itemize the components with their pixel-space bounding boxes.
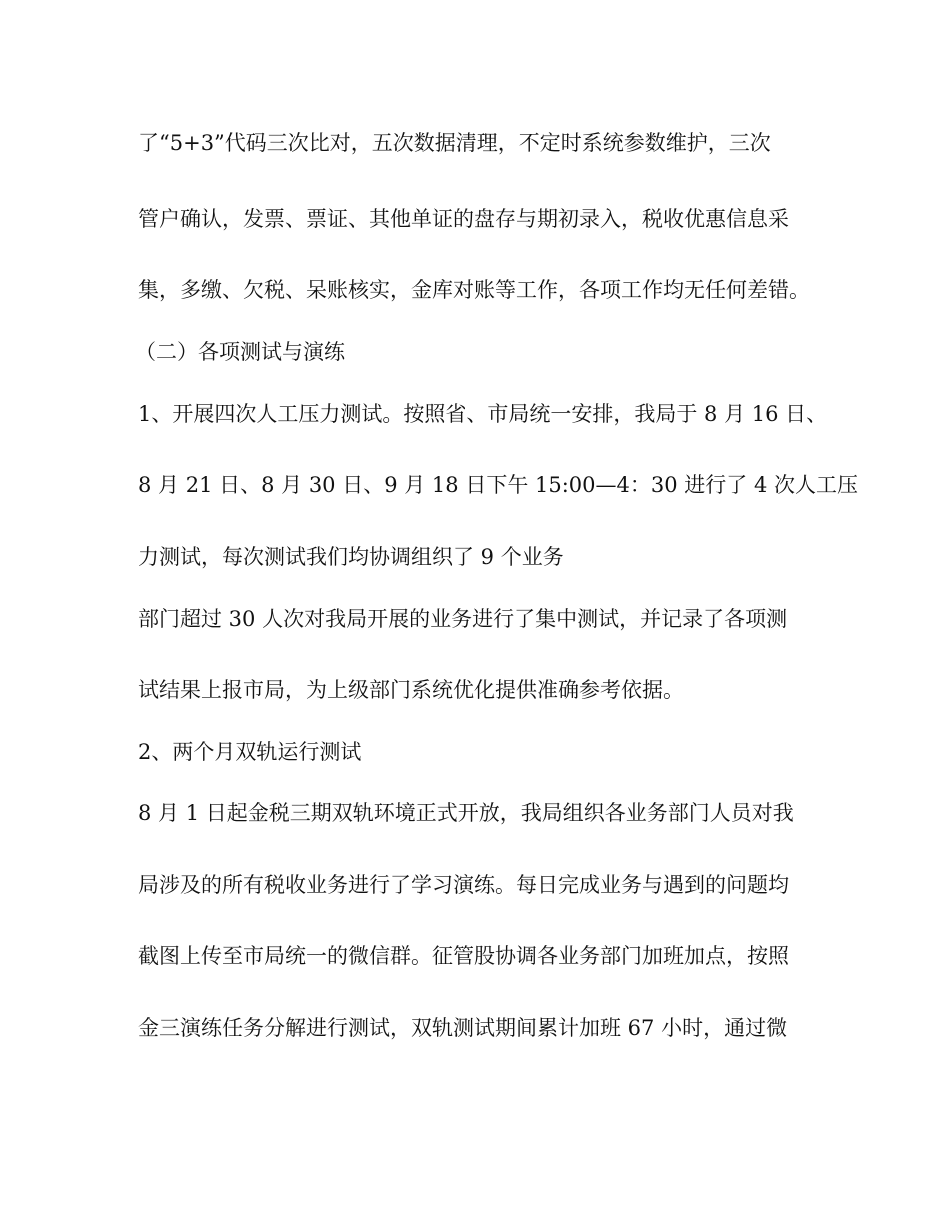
paragraph-line: 局涉及的所有税收业务进行了学习演练。每日完成业务与遇到的问题均 bbox=[138, 873, 789, 897]
paragraph-line: 了“5+3”代码三次比对，五次数据清理，不定时系统参数维护，三次 bbox=[138, 131, 771, 155]
paragraph-line: 金三演练任务分解进行测试，双轨测试期间累计加班 67 小时，通过微 bbox=[138, 1016, 788, 1040]
subsection-heading: 2、两个月双轨运行测试 bbox=[138, 740, 362, 764]
paragraph-line: 集，多缴、欠税、呆账核实，金库对账等工作，各项工作均无任何差错。 bbox=[138, 278, 810, 302]
section-heading: （二）各项测试与演练 bbox=[135, 340, 345, 364]
paragraph-line: 8 月 1 日起金税三期双轨环境正式开放，我局组织各业务部门人员对我 bbox=[138, 801, 794, 825]
paragraph-line: 截图上传至市局统一的微信群。征管股协调各业务部门加班加点，按照 bbox=[138, 944, 789, 968]
paragraph-line: 1、开展四次人工压力测试。按照省、市局统一安排，我局于 8 月 16 日、 bbox=[138, 402, 828, 426]
paragraph-line: 部门超过 30 人次对我局开展的业务进行了集中测试，并记录了各项测 bbox=[138, 607, 788, 631]
paragraph-line: 试结果上报市局，为上级部门系统优化提供准确参考依据。 bbox=[138, 678, 684, 702]
paragraph-line: 力测试，每次测试我们均协调组织了 9 个业务 bbox=[138, 545, 564, 569]
paragraph-line: 管户确认，发票、票证、其他单证的盘存与期初录入，税收优惠信息采 bbox=[138, 207, 789, 231]
paragraph-line: 8 月 21 日、8 月 30 日、9 月 18 日下午 15:00—4：30 进行了 4 次人工压 bbox=[138, 473, 858, 497]
